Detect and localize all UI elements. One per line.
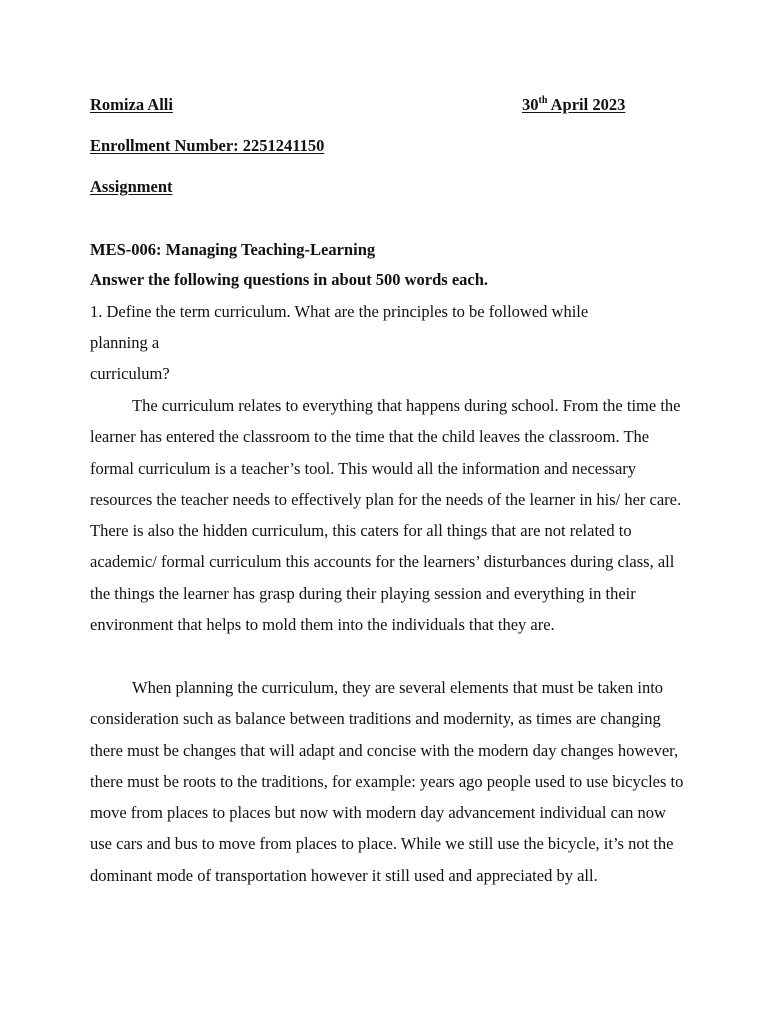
answer-paragraph-2: When planning the curriculum, they are several elements that must be taken into consideration such as balance between traditions and modernity, as times are changing there must be changes that will adapt and concise with the modern day changes however, there must be roots to the traditions, for example: years ago people used to use bicycles to move from places to places but now with modern day advancement individual can now use cars and bus to move from places to place. While we still use the bicycle, it’s not the dominant mode of transportation however it still used and appreciated by all. (90, 678, 684, 885)
instruction-line: Answer the following questions in about 500 words each. (90, 270, 489, 289)
student-name: Romiza Alli (90, 95, 173, 114)
assignment-heading: Assignment (90, 177, 173, 196)
date-rest: April 2023 (547, 95, 626, 114)
question-line-2: planning a (90, 333, 160, 352)
date-suffix: th (538, 95, 548, 106)
course-title: MES-006: Managing Teaching-Learning (90, 240, 376, 259)
question-line-1: 1. Define the term curriculum. What are the principles to be followed while (90, 302, 589, 321)
date-day: 30 (522, 95, 539, 114)
submission-date (522, 95, 625, 115)
question-line-3: curriculum? (90, 364, 170, 383)
answer-paragraph-1: The curriculum relates to everything that happens during school. From the time the learner has entered the classroom to the time that the child leaves the classroom. The formal curriculum is a teacher’s tool. This would all the information and necessary resources the teacher needs to effectively plan for the needs of the learner in his/ her care. There is also the hidden curriculum, this caters for all things that are not related to academic/ formal curriculum this accounts for the learners’ disturbances during class, all the things the learner has grasp during their playing session and everything in their environment that helps to mold them into the individuals that they are. (90, 396, 682, 635)
enrollment-number: Enrollment Number: 2251241150 (90, 136, 325, 155)
